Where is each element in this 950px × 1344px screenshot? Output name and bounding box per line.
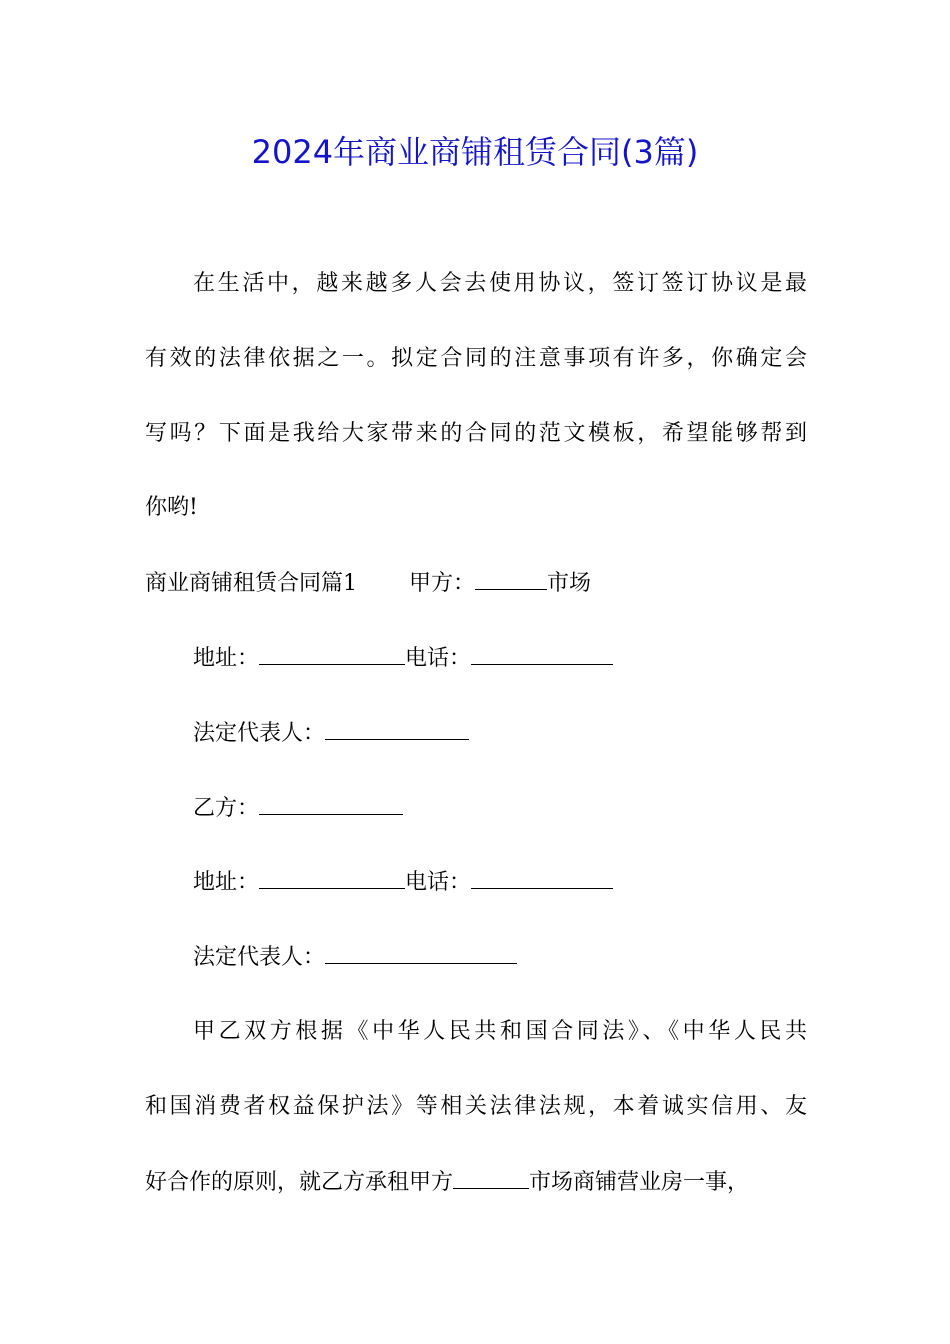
intro-line-3: 写吗？下面是我给大家带来的合同的范文模板，希望能够帮到	[145, 421, 807, 446]
intro-line-4: 你哟!	[145, 495, 198, 520]
party-a-address-blank	[259, 642, 405, 665]
party-a-rep-line	[193, 717, 807, 749]
party-b-address-blank	[259, 866, 405, 889]
party-b-rep-line	[193, 941, 807, 973]
party-b-label: 乙方：	[193, 796, 260, 821]
party-b-contact-line	[193, 866, 807, 898]
party-a-phone-label: 电话：	[405, 646, 472, 671]
body-line-3-start: 好合作的原则，就乙方承租甲方	[145, 1170, 454, 1195]
party-b-line	[193, 792, 807, 824]
section-heading: 商业商铺租赁合同篇1	[145, 571, 357, 596]
intro-line-2: 有效的法律依据之一。拟定合同的注意事项有许多，你确定会	[145, 346, 807, 371]
body-line-3	[145, 1166, 807, 1198]
body-line-2: 和国消费者权益保护法》等相关法律法规，本着诚实信用、友	[145, 1094, 807, 1119]
party-a-label: 甲方：	[409, 571, 476, 596]
body-market-blank	[453, 1166, 529, 1189]
party-b-blank	[259, 792, 403, 815]
body-line-3-end: 市场商铺营业房一事，	[529, 1170, 750, 1195]
party-b-address-label: 地址：	[193, 870, 260, 895]
party-b-rep-label: 法定代表人：	[193, 945, 326, 970]
party-a-contact-line	[193, 642, 807, 674]
party-a-rep-blank	[325, 717, 469, 740]
party-a-phone-blank	[471, 642, 613, 665]
section-heading-line	[145, 567, 807, 599]
intro-line-1: 在生活中，越来越多人会去使用协议，签订签订协议是最	[193, 271, 807, 296]
body-line-1: 甲乙双方根据《中华人民共和国合同法》、《中华人民共	[193, 1019, 807, 1044]
party-b-phone-blank	[471, 866, 613, 889]
party-a-suffix: 市场	[547, 571, 592, 596]
party-b-rep-blank	[325, 941, 517, 964]
party-a-rep-label: 法定代表人：	[193, 721, 326, 746]
party-a-address-label: 地址：	[193, 646, 260, 671]
document-title: 2024年商业商铺租赁合同(3篇)	[251, 133, 699, 171]
party-b-phone-label: 电话：	[405, 870, 472, 895]
party-a-blank	[475, 567, 547, 590]
